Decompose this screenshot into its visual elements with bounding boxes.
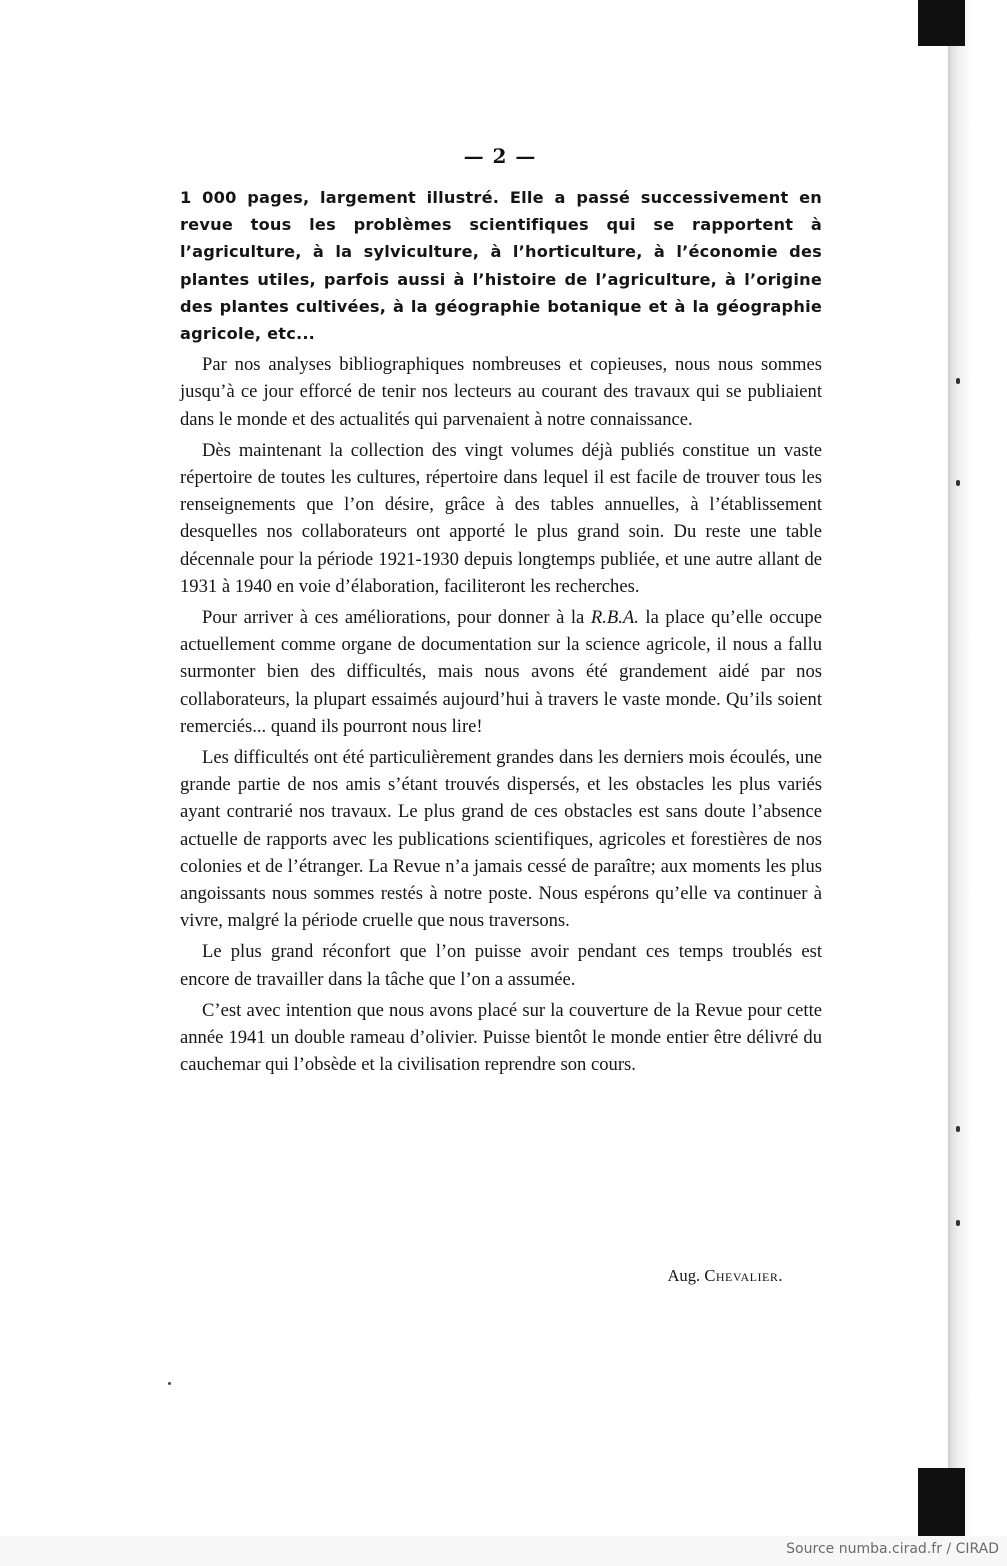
edge-mark [956,378,960,384]
source-credit: Source numba.cirad.fr / CIRAD [786,1541,999,1557]
signature-prefix: Aug. [667,1266,701,1285]
scan-corner-top [918,0,965,46]
body-text [180,184,822,1083]
scan-corner-bottom [918,1468,965,1536]
edge-mark [956,480,960,486]
edge-mark [956,1126,960,1132]
scan-speck [168,1382,171,1385]
paragraph: 1 000 pages, largement illustré. Elle a passé successivement en revue tous les problèmes scientifiques qui se rapportent à l’agriculture, à la sylviculture, à l’horticulture, à l’économie des plantes utiles, parfois aussi à l’histoire de l’agriculture, à l’origine des plantes cultivées, à la géographie botanique et à la géographie agricole, etc... [180,188,822,344]
journal-abbreviation: R.B.A. [590,607,639,629]
paragraph: Les difficultés ont été particulièrement grandes dans les derniers mois écoulés, une grande partie de nos amis s’étant trouvés dispersés, et les obstacles les plus variés ayant contrarié nos travaux. Le plus grand de ces obstacles est sans doute l’absence actuelle de rapports avec les publications scientifiques, agricoles et forestières de nos colonies et de l’étranger. La Revue n’a jamais cessé de paraître; aux moments les plus angoissants nous sommes restés à notre poste. Nous espérons qu’elle va continuer à vivre, malgré la période cruelle que nous traversons. [180,747,822,932]
signature [600,1266,783,1286]
book-edge-strip [950,0,1007,1536]
paragraph: Par nos analyses bibliographiques nombreuses et copieuses, nous nous sommes jusqu’à ce jour efforcé de tenir nos lecteurs au courant des travaux qui se publiaient dans le monde et des actualités qui parvenaient à notre connaissance. [180,354,822,430]
page-number: — 2 — [463,144,537,168]
paragraph [180,604,822,740]
paragraph-text: la place qu’elle occupe actuellement comme organe de documentation sur la science agricole, il nous a fallu surmonter bien des difficultés, mais nous avons été grandement aidé par nos collaborateurs, la plupart essaimés aujourd’hui à travers le vaste monde. Qu’ils soient remerciés... quand ils pourront nous lire! [180,607,822,737]
paragraph: C’est avec intention que nous avons placé sur la couverture de la Revue pour cette année 1941 un double rameau d’olivier. Puisse bientôt le monde entier être délivré du cauchemar qui l’obsède et la civilisation reprendre son cours. [180,999,822,1076]
paragraph-text: Pour arriver à ces améliorations, pour donner à la [202,607,591,629]
edge-mark [956,1220,960,1226]
signature-name: Chevalier. [704,1266,783,1285]
paragraph: Dès maintenant la collection des vingt volumes déjà publiés constitue un vaste répertoire de toutes les cultures, répertoire dans lequel il est facile de trouver tous les renseignements que l’on désire, grâce à des tables annuelles, à l’établissement desquelles nos collaborateurs ont apporté le plus grand soin. Du reste une table décennale pour la période 1921-1930 depuis longtemps publiée, et une autre allant de 1931 à 1940 en voie d’élaboration, faciliteront les recherches. [180,439,822,597]
paragraph: Le plus grand réconfort que l’on puisse avoir pendant ces temps troublés est encore de travailler dans la tâche que l’on a assumée. [180,941,822,990]
